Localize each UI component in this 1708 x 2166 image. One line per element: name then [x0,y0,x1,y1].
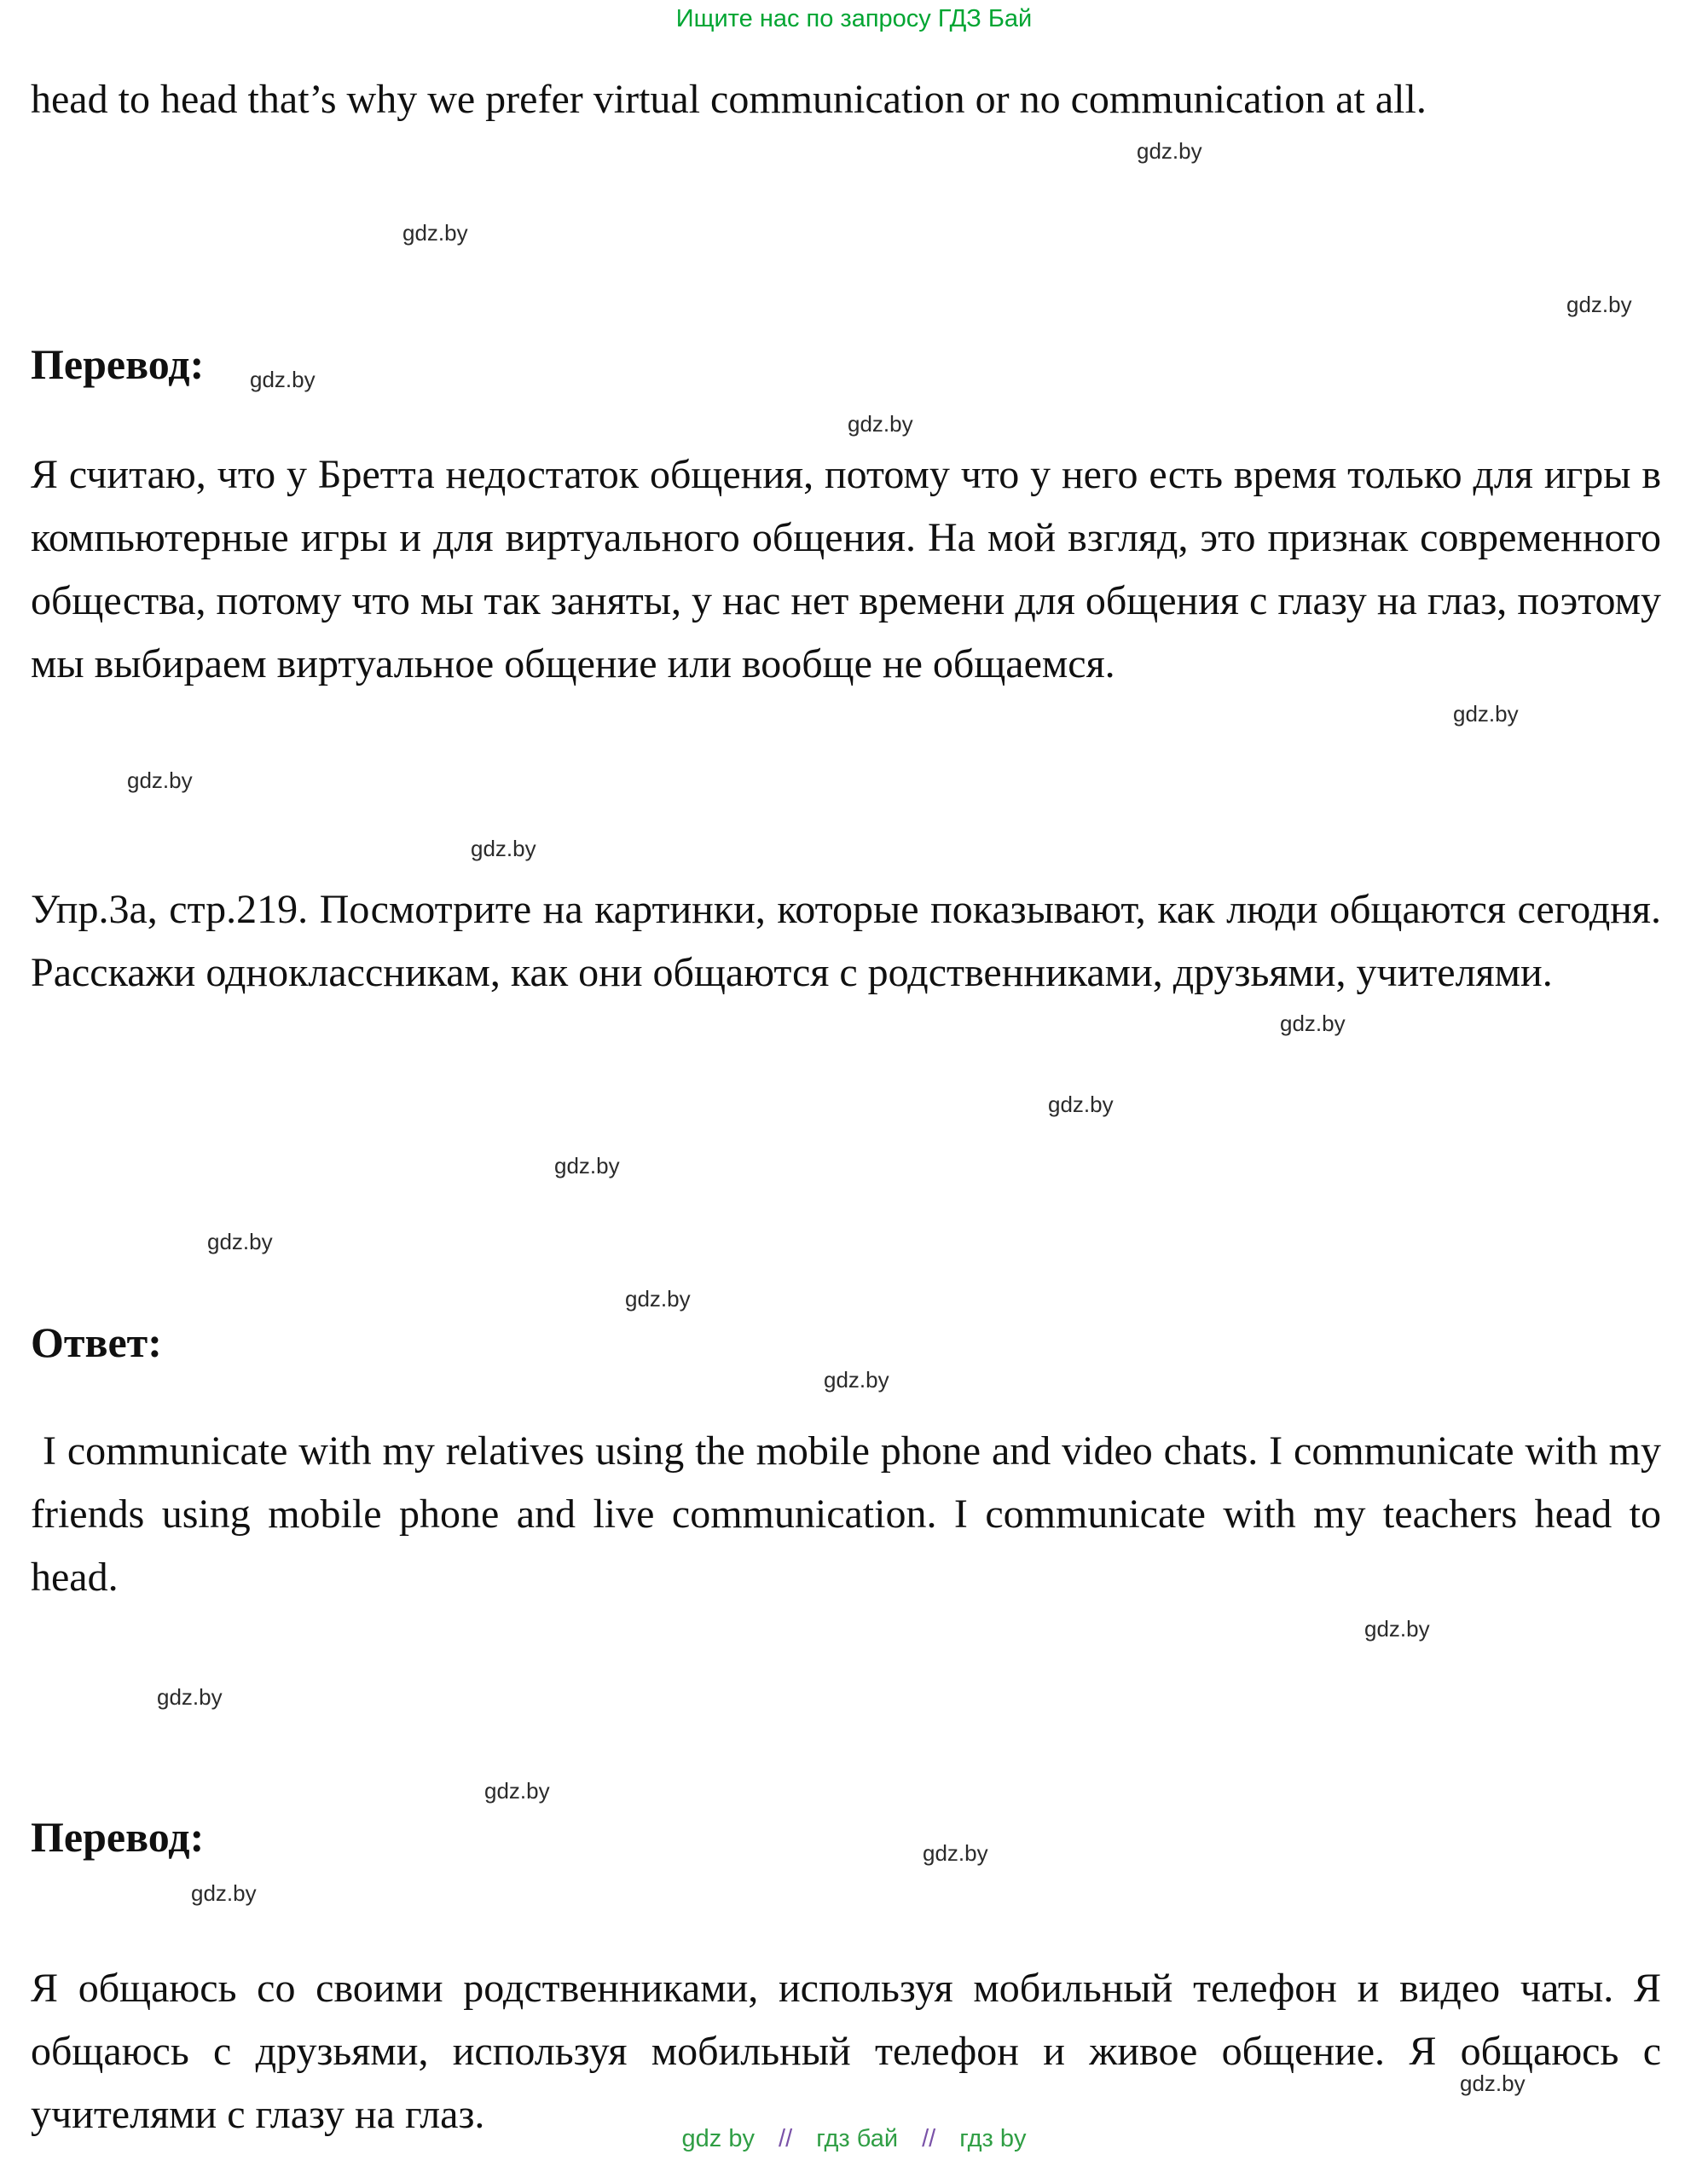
heading-answer: Ответ: [31,1318,162,1366]
gdz-watermark: gdz.by [207,1229,273,1254]
gdz-watermark: gdz.by [484,1778,550,1804]
gdz-watermark: gdz.by [923,1840,988,1866]
footer-link-gdz-by-mixed[interactable]: гдз by [959,2125,1027,2152]
gdz-watermark: gdz.by [191,1880,257,1906]
gdz-watermark: gdz.by [250,367,316,392]
gdz-watermark: gdz.by [554,1153,620,1179]
gdz-watermark: gdz.by [1048,1092,1114,1117]
paragraph-translation-1: Я считаю, что у Бретта недостаток общения, потому что у него есть время только для игры в компьютерные игры и для виртуального общения. На мой взгляд, это признак современного общества, потому что мы так заняты, у нас нет времени для общения с глазу на глаз, поэтому мы выбираем виртуальное общение или вообще не общаемся. [31,452,1661,686]
gdz-watermark: gdz.by [1566,292,1632,317]
gdz-watermark: gdz.by [157,1684,223,1710]
heading-translation-1: Перевод: [31,340,205,388]
gdz-watermark: gdz.by [824,1367,889,1393]
gdz-watermark: gdz.by [1460,2070,1526,2096]
top-banner-text: Ищите нас по запросу ГДЗ Бай [675,5,1033,32]
paragraph-intro-english: head to head that’s why we prefer virtual communication or no communication at all. [31,77,1427,122]
paragraph-task: Упр.3а, стр.219. Посмотрите на картинки, которые показывают, как люди общаются сегодня. Расскажи одноклассникам, как они общаются с родственниками, друзьями, учителями. [31,887,1661,995]
gdz-watermark: gdz.by [1280,1011,1346,1036]
gdz-watermark: gdz.by [625,1286,691,1312]
gdz-watermark: gdz.by [848,411,913,437]
gdz-watermark: gdz.by [1364,1616,1430,1642]
footer-link-gdz-bai[interactable]: гдз бай [816,2125,899,2152]
gdz-watermark: gdz.by [1453,701,1519,727]
gdz-watermark: gdz.by [471,836,536,861]
paragraph-translation-2: Я общаюсь со своими родственниками, используя мобильный телефон и видео чаты. Я общаюсь с друзьями, используя мобильный телефон и живое общение. Я общаюсь с учителями с глазу на глаз. [31,1966,1661,2137]
footer-separator: // [922,2125,936,2152]
footer-link-gdz-by-latin[interactable]: gdz by [681,2125,755,2152]
footer-links [0,2125,1708,2153]
footer-separator: // [779,2125,793,2152]
gdz-watermark: gdz.by [127,767,193,793]
heading-translation-2: Перевод: [31,1813,205,1861]
gdz-watermark: gdz.by [402,220,468,246]
gdz-watermark: gdz.by [1137,138,1202,164]
paragraph-answer-english: I communicate with my relatives using the mobile phone and video chats. I communicate with my friends using mobile phone and live communication. I communicate with my teachers head to head. [31,1428,1661,1600]
